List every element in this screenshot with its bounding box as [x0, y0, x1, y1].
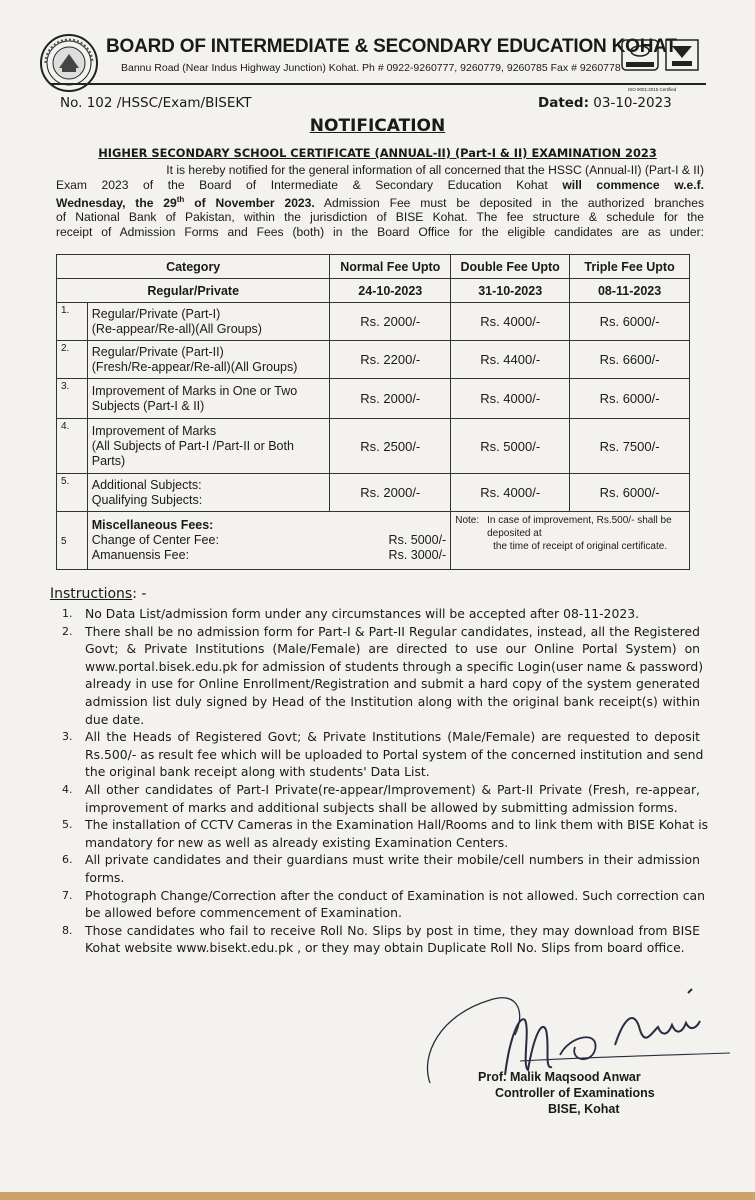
- signatory-name: Prof. Malik Maqsood Anwar: [478, 1070, 641, 1084]
- misc-center-row: [92, 533, 446, 548]
- notification-heading: NOTIFICATION: [309, 116, 446, 136]
- intro-line: Exam 2023 of the Board of Intermediate & Secondary Education Kohat will commence w.e.f.: [56, 177, 704, 192]
- instruction-number: 7.: [62, 888, 73, 902]
- note-label: Note:: [455, 515, 480, 526]
- note-line: the time of receipt of original certificate.: [493, 541, 668, 552]
- instruction-line: www.portal.bisek.edu.pk for admission of students through a specific Login(user name & password): [85, 658, 704, 674]
- category-line: Qualifying Subjects:: [91, 492, 203, 507]
- instruction-line: There shall be no admission form for Part-I & Part-II Regular candidates, instead, all the Registered: [85, 623, 700, 639]
- row-category: [87, 379, 330, 419]
- instruction-line: already in use for Online Enrollment/Registration and submit a hard copy of the system generated: [85, 676, 700, 692]
- row-category: [87, 341, 330, 379]
- normal-fee: Rs. 2200/-: [330, 341, 451, 379]
- instruction-item: [50, 781, 700, 816]
- instruction-item: [50, 851, 700, 886]
- instruction-item: [50, 605, 700, 623]
- category-line: (Re-appear/Re-all)(All Groups): [91, 321, 262, 336]
- instruction-number: 8.: [62, 923, 73, 937]
- amanuensis-fee-label: Amanuensis Fee:: [91, 548, 190, 562]
- triple-fee: Rs. 6000/-: [570, 379, 690, 419]
- instruction-line: the original bank receipt along with students' Data List.: [85, 764, 430, 780]
- row-category: [87, 303, 330, 341]
- instructions-title: Instructions: [50, 586, 133, 602]
- instruction-item: [50, 887, 705, 922]
- fee-table: [56, 254, 690, 570]
- dated-label: Dated:: [538, 95, 589, 111]
- category-line: Subjects (Part-I & II): [91, 398, 205, 413]
- double-fee: Rs. 4000/-: [451, 379, 570, 419]
- normal-fee: Rs. 2500/-: [330, 419, 451, 474]
- instruction-line: Photograph Change/Correction after the conduct of Examination is not allowed. Such correction can: [85, 887, 705, 903]
- instruction-number: 4.: [62, 782, 73, 796]
- instructions-heading: [50, 586, 146, 602]
- triple-fee: Rs. 6000/-: [570, 474, 690, 512]
- table-row: [57, 303, 690, 341]
- instruction-line: Those candidates who fail to receive Roll No. Slips by post in time, they may download from BISE: [85, 922, 700, 938]
- intro-line: of National Bank of Pakistan, within the jurisdiction of BISE Kohat. The fee structure & schedule for the: [56, 210, 704, 225]
- board-name: BOARD OF INTERMEDIATE & SECONDARY EDUCATION KOHAT: [106, 36, 677, 57]
- instruction-line: admission list duly signed by Head of the Institution along with the original bank receipt(s) within: [85, 693, 700, 709]
- instruction-line: Kohat website www.bisekt.edu.pk , or they may obtain Duplicate Roll No. Slips from board office.: [85, 940, 685, 956]
- header-double-date: 31-10-2023: [451, 279, 570, 303]
- amanuensis-fee-value: Rs. 3000/-: [388, 548, 447, 562]
- instruction-item: [50, 623, 704, 729]
- signature-icon: [410, 975, 740, 1085]
- header-category: Category: [57, 255, 330, 279]
- row-number: 5.: [57, 474, 88, 512]
- signatory-designation: Controller of Examinations: [495, 1086, 655, 1100]
- normal-fee: Rs. 2000/-: [330, 379, 451, 419]
- intro-line: Wednesday, the 29th of November 2023. Admission Fee must be deposited in the authorized branches: [56, 194, 704, 210]
- header-normal-date: 24-10-2023: [330, 279, 451, 303]
- header-regular-private: Regular/Private: [57, 279, 330, 303]
- triple-fee: Rs. 6600/-: [570, 341, 690, 379]
- triple-fee: Rs. 6000/-: [570, 303, 690, 341]
- instruction-item: [50, 728, 704, 781]
- note-text: [487, 514, 685, 553]
- table-row: [57, 379, 690, 419]
- misc-amanuensis-row: [92, 548, 446, 563]
- double-fee: Rs. 4000/-: [451, 474, 570, 512]
- instruction-line: Rs.500/- as result fee which will be uploaded to Portal system of the concerned institution and send: [85, 746, 704, 762]
- instruction-line: The installation of CCTV Cameras in the Examination Hall/Rooms and to link them with BISE Kohat is: [85, 817, 709, 833]
- category-line: Regular/Private (Part-I): [91, 306, 221, 321]
- note-line: In case of improvement, Rs.500/- shall be deposited at: [487, 515, 672, 539]
- table-row: [57, 419, 690, 474]
- center-fee-value: Rs. 5000/-: [388, 533, 447, 547]
- instruction-line: All other candidates of Part-I Private(re-appear/Improvement) & Part-II Private (Fresh, re-appear,: [85, 781, 700, 797]
- reference-number: No. 102 /HSSC/Exam/BISEKT: [60, 95, 252, 111]
- category-line: Regular/Private (Part-II): [91, 344, 224, 359]
- table-row-misc: [57, 512, 690, 570]
- header-divider: [50, 83, 706, 85]
- instruction-item: [50, 816, 709, 851]
- row-number: 5: [57, 512, 88, 570]
- double-fee: Rs. 4000/-: [451, 303, 570, 341]
- instruction-line: mandatory for new as well as already existing Examination Centers.: [85, 834, 509, 850]
- iso-certification-icon: [620, 36, 702, 86]
- row-number: 4.: [57, 419, 88, 474]
- header-triple-fee: Triple Fee Upto: [570, 255, 690, 279]
- instructions-list: [50, 605, 709, 957]
- instruction-number: 6.: [62, 853, 73, 867]
- instruction-line: No Data List/admission form under any circumstances will be accepted after 08-11-2023.: [85, 606, 640, 621]
- triple-fee: Rs. 7500/-: [570, 419, 690, 474]
- instructions-suffix: : -: [132, 586, 147, 602]
- dated: [538, 95, 672, 111]
- row-number: 2.: [57, 341, 88, 379]
- note-block: [455, 514, 685, 553]
- misc-fees: [87, 512, 450, 570]
- dated-value: 03-10-2023: [593, 95, 672, 111]
- instruction-number: 3.: [62, 730, 73, 744]
- double-fee: Rs. 5000/-: [451, 419, 570, 474]
- double-fee: Rs. 4400/-: [451, 341, 570, 379]
- header-double-fee: Double Fee Upto: [451, 255, 570, 279]
- center-fee-label: Change of Center Fee:: [91, 533, 219, 547]
- normal-fee: Rs. 2000/-: [330, 303, 451, 341]
- instruction-item: [50, 922, 700, 957]
- signatory-office: BISE, Kohat: [548, 1102, 620, 1116]
- table-row: [57, 474, 690, 512]
- category-line: (Fresh/Re-appear/Re-all)(All Groups): [91, 359, 298, 374]
- intro-line: It is hereby notified for the general information of all concerned that the HSSC (Annual-II) (Part-I & II): [166, 163, 704, 177]
- board-address: Bannu Road (Near Indus Highway Junction) Kohat. Ph # 0922-9260777, 9260779, 9260785 Fax # 9260778: [121, 62, 621, 74]
- category-line: (All Subjects of Part-I /Part-II or Both: [91, 438, 294, 453]
- instruction-line: forms.: [85, 869, 125, 885]
- category-line: Additional Subjects:: [91, 477, 202, 492]
- header-triple-date: 08-11-2023: [570, 279, 690, 303]
- instruction-line: due date.: [85, 711, 145, 727]
- misc-note: [451, 512, 690, 570]
- normal-fee: Rs. 2000/-: [330, 474, 451, 512]
- intro-line: receipt of Admission Forms and Fees (both) in the Board Office for the eligible candidates are as under:: [56, 225, 704, 240]
- iso-certified-label: ISO 9001:2015 Certified: [628, 87, 677, 92]
- instruction-line: All private candidates and their guardians must write their mobile/cell numbers in their admission: [85, 852, 700, 868]
- header-normal-fee: Normal Fee Upto: [330, 255, 451, 279]
- instruction-line: Govt; & Private Institutions (Male/Female) are directed to use our Online Portal System) on: [85, 641, 700, 657]
- category-line: Improvement of Marks: [91, 423, 217, 438]
- instruction-number: 5.: [62, 818, 73, 832]
- intro-paragraph: [56, 163, 704, 240]
- instruction-number: 2.: [62, 624, 73, 638]
- instruction-number: 1.: [62, 607, 73, 620]
- row-category: [87, 419, 330, 474]
- row-number: 3.: [57, 379, 88, 419]
- misc-title: Miscellaneous Fees:: [91, 518, 214, 532]
- category-line: Improvement of Marks in One or Two: [91, 383, 298, 398]
- bottom-border: [0, 1192, 755, 1200]
- table-row: [57, 341, 690, 379]
- instruction-line: be allowed before commencement of Examination.: [85, 905, 402, 921]
- notification-subtitle: HIGHER SECONDARY SCHOOL CERTIFICATE (ANNUAL-II) (Part-I & II) EXAMINATION 2023: [98, 146, 657, 160]
- instruction-line: improvement of marks and additional subjects shall be allowed by submitting admission forms.: [85, 799, 678, 815]
- instruction-line: All the Heads of Registered Govt; & Private Institutions (Male/Female) are requested to deposit: [85, 729, 700, 745]
- row-number: 1.: [57, 303, 88, 341]
- category-line: Parts): [91, 453, 126, 468]
- row-category: [87, 474, 330, 512]
